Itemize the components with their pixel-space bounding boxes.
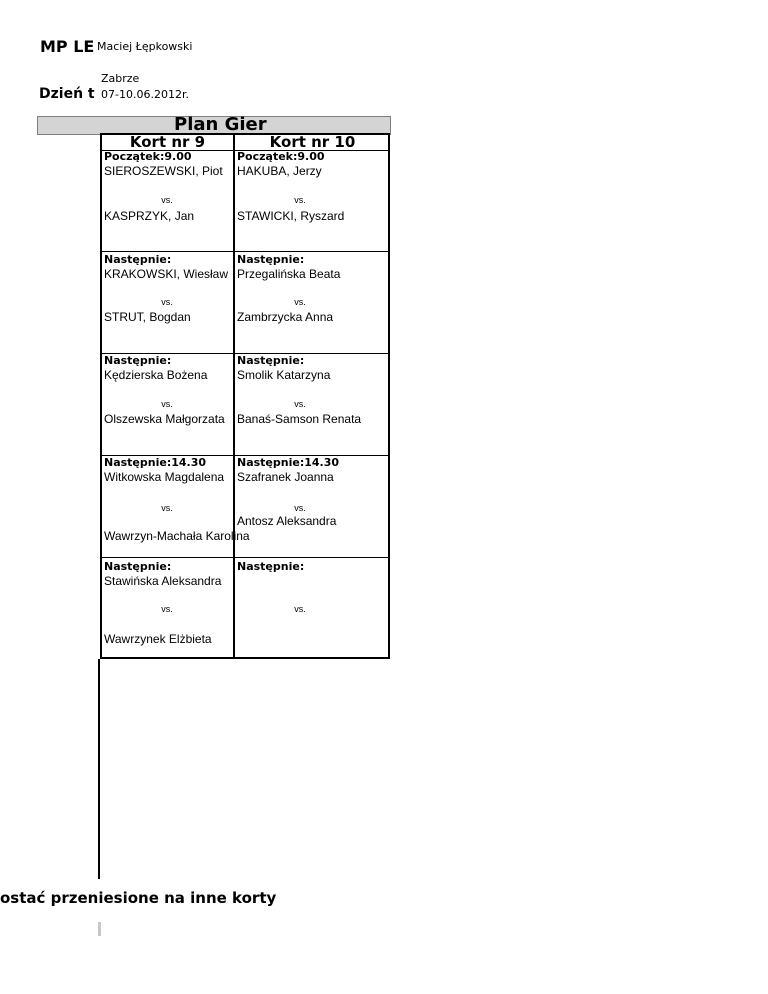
match-start-label: Następnie:14.30 xyxy=(237,456,340,469)
versus-label: vs. xyxy=(161,195,173,205)
player-two: KASPRZYK, Jan xyxy=(104,209,195,223)
player-one: Witkowska Magdalena xyxy=(104,470,225,484)
match-start-label: Następnie: xyxy=(237,560,305,573)
footer-note: ostać przeniesione na inne korty xyxy=(0,889,277,907)
column-divider xyxy=(233,135,235,659)
player-one: Stawińska Aleksandra xyxy=(104,574,222,588)
player-two: STAWICKI, Ryszard xyxy=(237,209,345,223)
player-one: KRAKOWSKI, Wiesław xyxy=(104,267,229,281)
plan-title: Plan Gier xyxy=(174,114,267,135)
player-two: Antosz Aleksandra xyxy=(237,514,337,528)
match-start-label: Następnie: xyxy=(237,354,305,367)
cell-fragment-mark xyxy=(98,922,101,936)
versus-label: vs. xyxy=(294,399,306,409)
versus-label: vs. xyxy=(161,604,173,614)
hidden-column-border xyxy=(98,659,100,879)
day-label: Dzień t xyxy=(39,86,95,102)
player-one: HAKUBA, Jerzy xyxy=(237,164,322,178)
versus-label: vs. xyxy=(161,297,173,307)
player-one: Smolik Katarzyna xyxy=(237,368,331,382)
match-start-label: Następnie: xyxy=(104,354,172,367)
match-start-label: Następnie: xyxy=(104,560,172,573)
player-one: Przegalińska Beata xyxy=(237,267,341,281)
court-10-header: Kort nr 10 xyxy=(235,135,390,151)
versus-label: vs. xyxy=(294,297,306,307)
versus-label: vs. xyxy=(294,195,306,205)
match-start-label: Następnie: xyxy=(104,253,172,266)
player-two: Banaś-Samson Renata xyxy=(237,412,362,426)
match-start-label: Początek:9.00 xyxy=(237,150,325,163)
organizer-name: Maciej Łępkowski xyxy=(97,40,193,53)
match-start-label: Początek:9.00 xyxy=(104,150,192,163)
match-start-label: Następnie: xyxy=(237,253,305,266)
player-two: Wawrzyn-Machała Karolina xyxy=(104,529,250,543)
court-9-header: Kort nr 9 xyxy=(102,135,233,151)
versus-label: vs. xyxy=(294,503,306,513)
player-one: SIEROSZEWSKI, Piot xyxy=(104,164,223,178)
row-divider xyxy=(102,251,390,252)
schedule-grid xyxy=(100,133,390,659)
versus-label: vs. xyxy=(161,399,173,409)
versus-label: vs. xyxy=(161,503,173,513)
player-two: Zambrzycka Anna xyxy=(237,310,334,324)
tournament-title: MP LE xyxy=(40,37,95,56)
city-name: Zabrze xyxy=(101,72,140,85)
player-two: Olszewska Małgorzata xyxy=(104,412,225,426)
player-one: Szafranek Joanna xyxy=(237,470,334,484)
player-two: STRUT, Bogdan xyxy=(104,310,191,324)
row-divider xyxy=(102,557,390,558)
versus-label: vs. xyxy=(294,604,306,614)
dates: 07-10.06.2012r. xyxy=(101,88,189,101)
player-two: Wawrzynek Elżbieta xyxy=(104,632,212,646)
player-one: Kędzierska Bożena xyxy=(104,368,208,382)
match-start-label: Następnie:14.30 xyxy=(104,456,207,469)
